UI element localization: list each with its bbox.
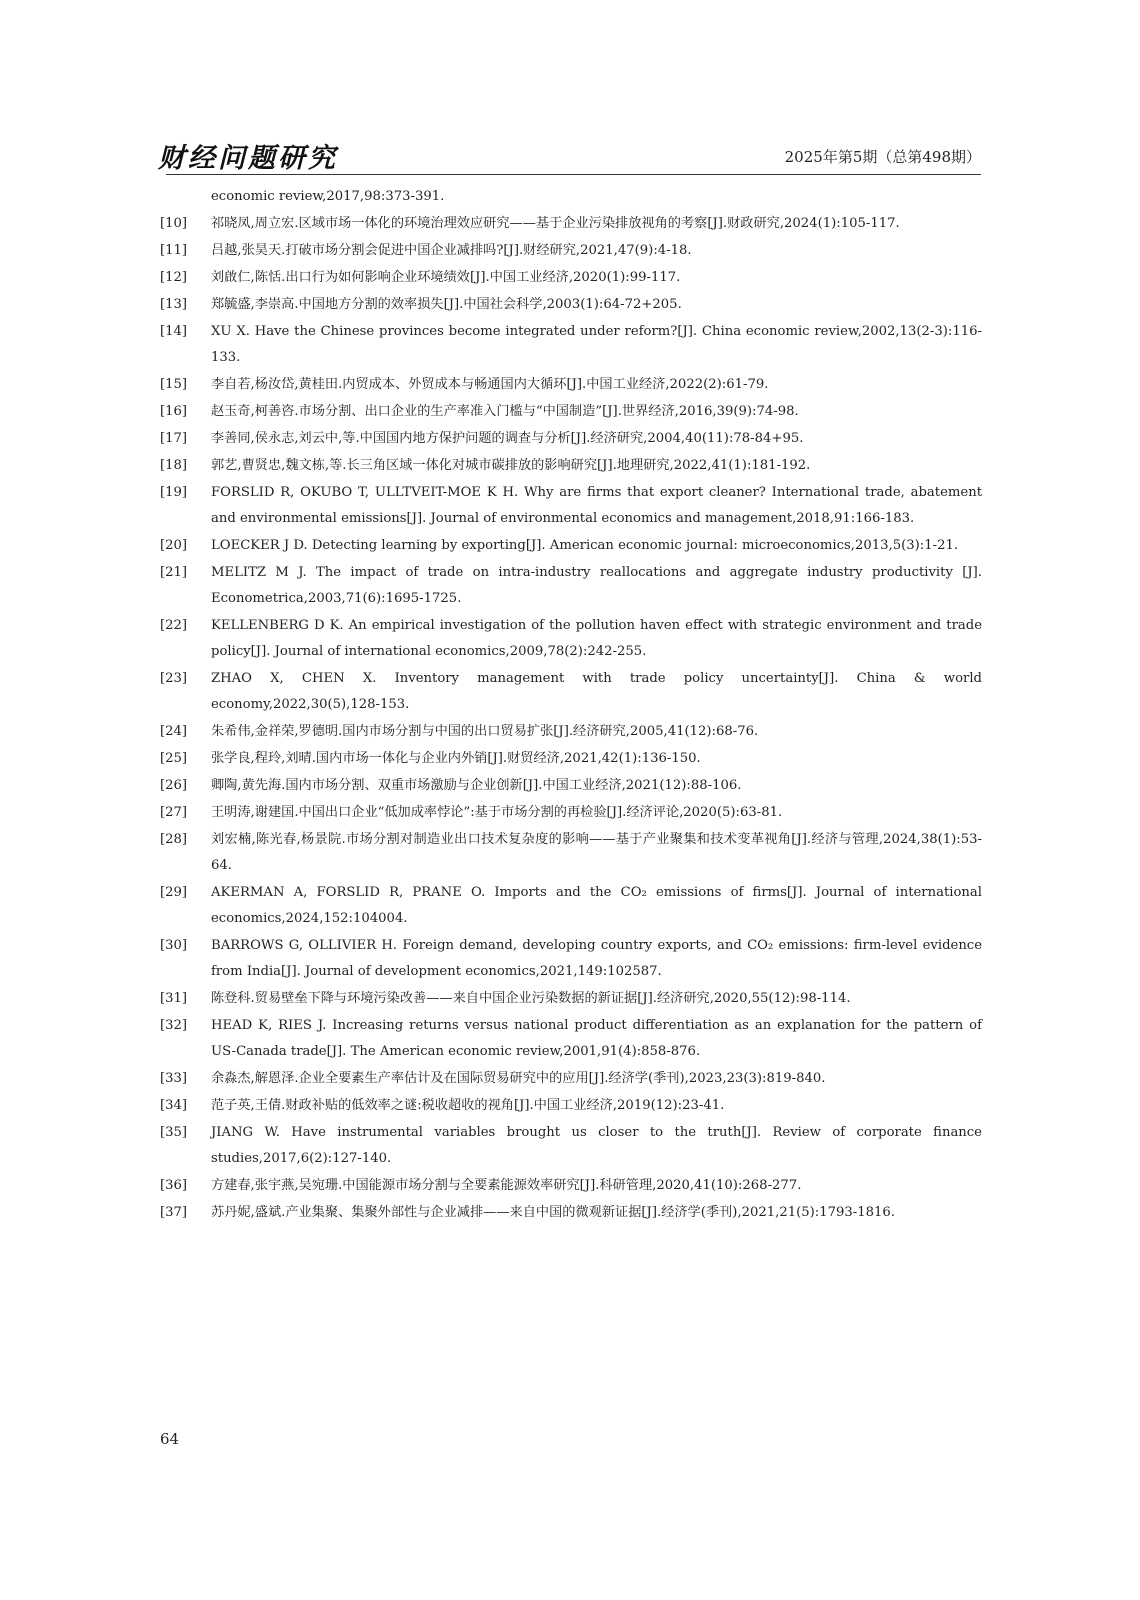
reference-item	[160, 426, 982, 452]
reference-item	[160, 1200, 982, 1226]
reference-number: [12]	[160, 270, 188, 285]
reference-text: economic review,2017,98:373-391.	[211, 189, 445, 204]
reference-item	[160, 613, 982, 665]
reference-number: [33]	[160, 1071, 188, 1086]
reference-item	[160, 827, 982, 879]
reference-number: [11]	[160, 243, 188, 258]
reference-number: [20]	[160, 538, 188, 553]
reference-item	[160, 1066, 982, 1092]
reference-item	[160, 1093, 982, 1119]
reference-item	[160, 800, 982, 826]
reference-item	[160, 1013, 982, 1065]
reference-text: 苏丹妮,盛斌.产业集聚、集聚外部性与企业减排——来自中国的微观新证据[J].经济学(季刊),2021,21(5):1793-1816.	[211, 1205, 895, 1220]
reference-item	[160, 880, 982, 932]
reference-number: [29]	[160, 885, 188, 900]
reference-text: 卿陶,黄先海.国内市场分割、双重市场激励与企业创新[J].中国工业经济,2021(12):88-106.	[211, 778, 742, 793]
reference-number: [23]	[160, 671, 188, 686]
reference-number: [22]	[160, 618, 188, 633]
reference-number: [10]	[160, 216, 188, 231]
reference-item	[160, 480, 982, 532]
reference-number: [13]	[160, 297, 188, 312]
reference-number: [25]	[160, 751, 188, 766]
reference-item	[160, 933, 982, 985]
reference-text: 赵玉奇,柯善咨.市场分割、出口企业的生产率准入门槛与“中国制造”[J].世界经济,2016,39(9):74-98.	[211, 404, 799, 419]
reference-text: 郑毓盛,李崇高.中国地方分割的效率损失[J].中国社会科学,2003(1):64-72+205.	[211, 297, 682, 312]
reference-text: HEAD K, RIES J. Increasing returns versus national product differentiation as an explanation for the pattern of US-Canada trade[J]. The American economic review,2001,91(4):858-876.	[211, 1018, 982, 1059]
reference-text: 郭艺,曹贤忠,魏文栋,等.长三角区域一体化对城市碳排放的影响研究[J].地理研究,2022,41(1):181-192.	[211, 458, 811, 473]
reference-text: 范子英,王倩.财政补贴的低效率之谜:税收超收的视角[J].中国工业经济,2019(12):23-41.	[211, 1098, 725, 1113]
reference-number: [26]	[160, 778, 188, 793]
reference-item	[160, 319, 982, 371]
reference-item	[160, 184, 982, 210]
reference-number: [31]	[160, 991, 188, 1006]
reference-item	[160, 560, 982, 612]
reference-item	[160, 1120, 982, 1172]
reference-number: [17]	[160, 431, 188, 446]
reference-text: BARROWS G, OLLIVIER H. Foreign demand, developing country exports, and CO₂ emissions: firm-level evidence from India[J]. Journal of development economics,2021,149:102587.	[211, 938, 982, 979]
issue-info: 2025年第5期（总第498期）	[784, 148, 981, 166]
reference-text: XU X. Have the Chinese provinces become integrated under reform?[J]. China economic review,2002,13(2-3):116-133.	[211, 324, 982, 365]
page-header	[158, 136, 981, 175]
reference-number: [34]	[160, 1098, 188, 1113]
reference-text: 李善同,侯永志,刘云中,等.中国国内地方保护问题的调查与分析[J].经济研究,2004,40(11):78-84+95.	[211, 431, 804, 446]
reference-text: JIANG W. Have instrumental variables brought us closer to the truth[J]. Review of corporate finance studies,2017,6(2):127-140.	[211, 1125, 982, 1166]
reference-number: [37]	[160, 1205, 188, 1220]
reference-number: [35]	[160, 1125, 188, 1140]
reference-number: [27]	[160, 805, 188, 820]
reference-item	[160, 666, 982, 718]
reference-text: FORSLID R, OKUBO T, ULLTVEIT-MOE K H. Why are firms that export cleaner? International trade, abatement and environmental emissions[J]. Journal of environmental economics and management,2018,91:166-183.	[211, 485, 982, 526]
reference-item	[160, 453, 982, 479]
page-number: 64	[160, 1430, 180, 1448]
reference-item	[160, 265, 982, 291]
reference-text: 余淼杰,解恩泽.企业全要素生产率估计及在国际贸易研究中的应用[J].经济学(季刊),2023,23(3):819-840.	[211, 1071, 826, 1086]
reference-text: 陈登科.贸易壁垒下降与环境污染改善——来自中国企业污染数据的新证据[J].经济研究,2020,55(12):98-114.	[211, 991, 851, 1006]
reference-number: [21]	[160, 565, 188, 580]
reference-number: [36]	[160, 1178, 188, 1193]
reference-text: 王明涛,谢建国.中国出口企业“低加成率悖论”:基于市场分割的再检验[J].经济评论,2020(5):63-81.	[211, 805, 783, 820]
reference-number: [15]	[160, 377, 188, 392]
reference-number: [18]	[160, 458, 188, 473]
reference-text: 刘啟仁,陈恬.出口行为如何影响企业环境绩效[J].中国工业经济,2020(1):99-117.	[211, 270, 681, 285]
reference-item	[160, 1173, 982, 1199]
reference-text: ZHAO X, CHEN X. Inventory management with trade policy uncertainty[J]. China & world economy,2022,30(5),128-153.	[211, 671, 982, 712]
reference-number: [19]	[160, 485, 188, 500]
reference-number: [24]	[160, 724, 188, 739]
reference-number: [28]	[160, 832, 188, 847]
reference-item	[160, 399, 982, 425]
journal-logo: 财经问题研究	[158, 143, 338, 174]
reference-text: 方建春,张宇燕,吴宛珊.中国能源市场分割与全要素能源效率研究[J].科研管理,2020,41(10):268-277.	[211, 1178, 802, 1193]
reference-item	[160, 533, 982, 559]
reference-item	[160, 292, 982, 318]
reference-text: MELITZ M J. The impact of trade on intra-industry reallocations and aggregate industry productivity [J]. Econometrica,2003,71(6):1695-1725.	[211, 565, 982, 606]
reference-text: 祁晓凤,周立宏.区域市场一体化的环境治理效应研究——基于企业污染排放视角的考察[J].财政研究,2024(1):105-117.	[211, 216, 900, 231]
reference-text: KELLENBERG D K. An empirical investigation of the pollution haven effect with strategic environment and trade policy[J]. Journal of international economics,2009,78(2):242-255.	[211, 618, 982, 659]
reference-number: [30]	[160, 938, 188, 953]
reference-text: LOECKER J D. Detecting learning by exporting[J]. American economic journal: microeconomics,2013,5(3):1-21.	[211, 538, 959, 553]
reference-item	[160, 211, 982, 237]
reference-item	[160, 719, 982, 745]
reference-text: 朱希伟,金祥荣,罗德明.国内市场分割与中国的出口贸易扩张[J].经济研究,2005,41(12):68-76.	[211, 724, 759, 739]
reference-item	[160, 986, 982, 1012]
reference-number: [32]	[160, 1018, 188, 1033]
reference-item	[160, 746, 982, 772]
reference-list	[160, 184, 982, 1227]
reference-text: 张学良,程玲,刘晴.国内市场一体化与企业内外销[J].财贸经济,2021,42(1):136-150.	[211, 751, 701, 766]
reference-text: 吕越,张昊天.打破市场分割会促进中国企业减排吗?[J].财经研究,2021,47(9):4-18.	[211, 243, 692, 258]
reference-item	[160, 773, 982, 799]
reference-text: 刘宏楠,陈光春,杨景院.市场分割对制造业出口技术复杂度的影响——基于产业聚集和技术变革视角[J].经济与管理,2024,38(1):53-64.	[211, 832, 982, 873]
reference-text: AKERMAN A, FORSLID R, PRANE O. Imports and the CO₂ emissions of firms[J]. Journal of international economics,2024,152:104004.	[211, 885, 982, 926]
reference-item	[160, 372, 982, 398]
reference-number: [16]	[160, 404, 188, 419]
reference-item	[160, 238, 982, 264]
reference-text: 李自若,杨汝岱,黄桂田.内贸成本、外贸成本与畅通国内大循环[J].中国工业经济,2022(2):61-79.	[211, 377, 769, 392]
reference-number: [14]	[160, 324, 188, 339]
